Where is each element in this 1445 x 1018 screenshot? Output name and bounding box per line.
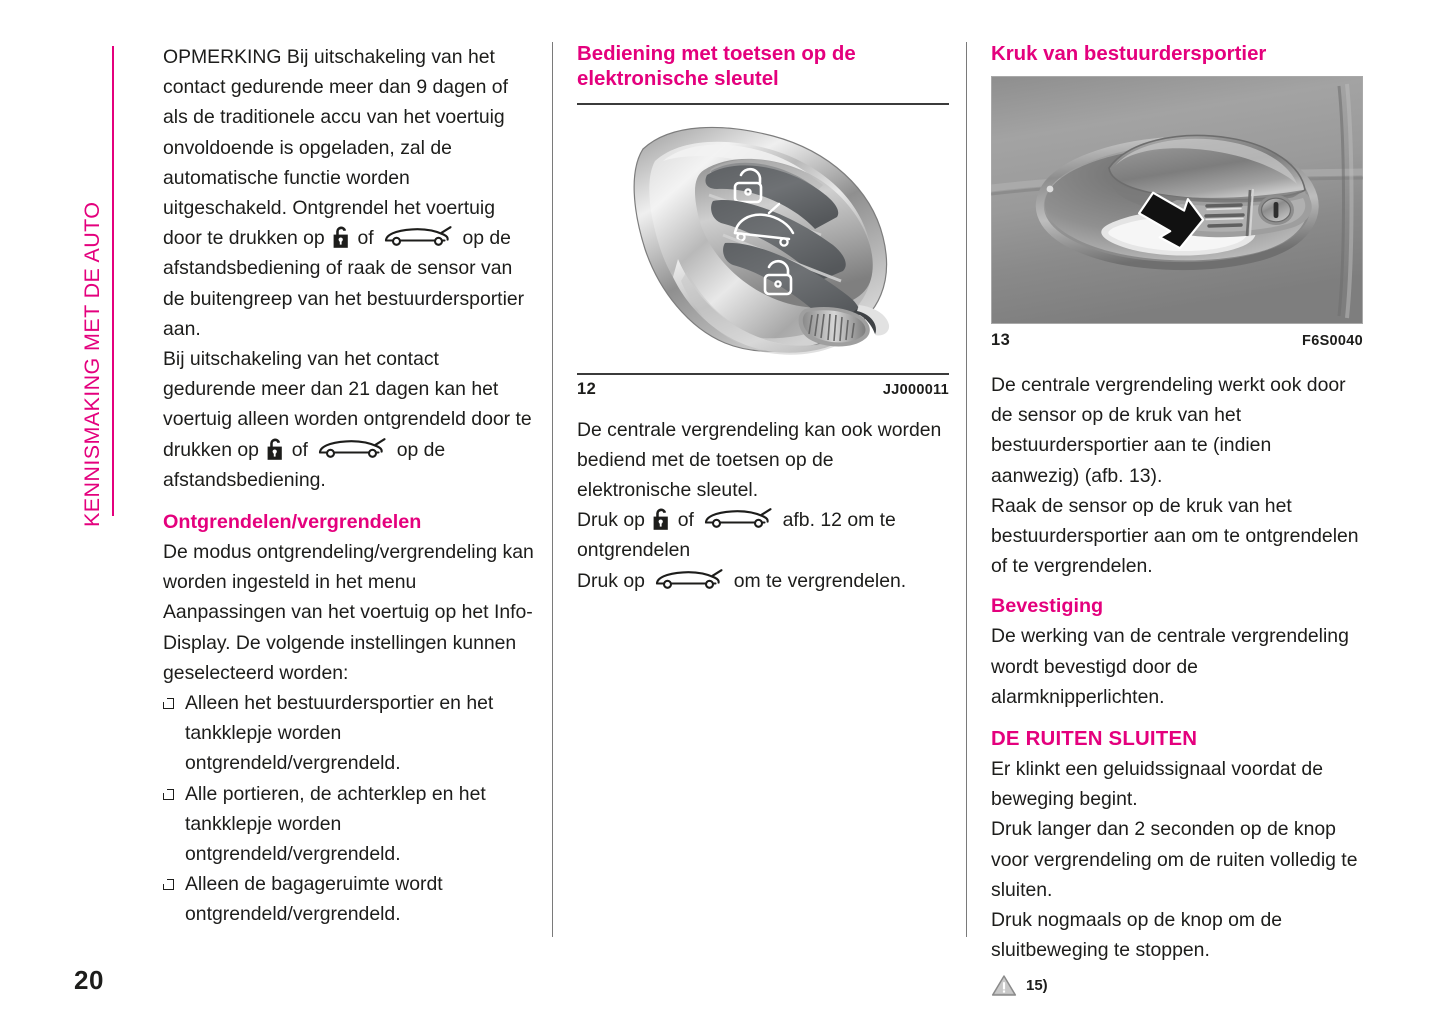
settings-list: [163, 688, 535, 930]
column-3: [991, 42, 1363, 997]
unlock-padlock-icon: [331, 224, 351, 249]
paragraph-note-text-b: op de afstandsbediening of raak de sensor van de buitengreep van het bestuurdersportier aan.: [163, 227, 525, 340]
paragraph-druk-nogmaals: Druk nogmaals op de knop om de sluitbeweging te stoppen.: [991, 909, 1283, 962]
list-item: [163, 869, 535, 929]
car-unlock-icon: [701, 505, 775, 530]
chapter-side-tab: [70, 40, 114, 527]
figure-number: 13: [991, 331, 1011, 349]
paragraph-geluidssignaal: Er klinkt een geluidssignaal voordat de beweging begint.: [991, 758, 1323, 811]
figure-code: F6S0040: [1302, 333, 1363, 349]
paragraph-druk-vergrendelen: [577, 566, 949, 596]
paragraph-note: [163, 42, 535, 344]
paragraph-21-days-of: of: [291, 438, 308, 461]
column-2: [577, 42, 949, 596]
chapter-side-tab-label: KENNISMAKING MET DE AUTO: [80, 201, 104, 527]
paragraph-21-days-text-b: op de afstandsbediening.: [163, 438, 446, 491]
figure-caption: [991, 331, 1363, 350]
column-1: [163, 42, 535, 930]
warning-reference-number: 15): [1026, 977, 1048, 995]
key-fob-illustration: [577, 105, 949, 373]
paragraph-centrale-vergrendeling: De centrale vergrendeling kan ook worden bediend met de toetsen op de elektronische sleutel.: [577, 418, 942, 501]
warning-reference: [991, 974, 1363, 997]
paragraph-21-days-text-a: Bij uitschakeling van het contact gedurende meer dan 21 dagen kan het voertuig alleen worden ontgrendeld door te drukken op: [163, 348, 532, 461]
paragraph-21-days: [163, 344, 535, 495]
column-divider-1: [552, 42, 553, 937]
heading-ontgrendelen-vergrendelen: Ontgrendelen/vergrendelen: [163, 511, 422, 534]
paragraph-sensor-kruk: De centrale vergrendeling werkt ook door de sensor op de kruk van het bestuurdersportier aan te (indien aanwezig) (afb. 13).: [991, 374, 1346, 487]
figure-caption-rule: [577, 373, 949, 375]
paragraph-druk-ontgrendelen: [577, 505, 949, 565]
figure-code: JJ000011: [882, 381, 949, 398]
list-item: [163, 688, 535, 779]
paragraph-druk-vergrendelen-text-a: Druk op: [577, 569, 645, 592]
column-divider-2: [966, 42, 967, 937]
unlock-padlock-icon: [265, 436, 285, 461]
paragraph-modus: De modus ontgrendeling/vergrendeling kan worden ingesteld in het menu Aanpassingen van het voertuig op het Info-Display. De volgende instellingen kunnen geselecteerd worden:: [163, 541, 534, 684]
unlock-padlock-icon: [651, 506, 671, 531]
list-item-label: Alleen het bestuurdersportier en het tankklepje worden ontgrendeld/vergrendeld.: [185, 692, 494, 775]
heading-de-ruiten-sluiten: DE RUITEN SLUITEN: [991, 728, 1198, 751]
figure-caption: [577, 380, 949, 399]
square-bullet-icon: [163, 879, 174, 890]
figure-number: 12: [577, 379, 597, 398]
door-handle-photo: [991, 76, 1363, 324]
square-bullet-icon: [163, 789, 174, 800]
heading-bevestiging: Bevestiging: [991, 595, 1104, 618]
warning-triangle-icon: [991, 974, 1017, 997]
paragraph-druk-2-seconden: Druk langer dan 2 seconden op de knop voor vergrendeling om de ruiten volledig te sluiten.: [991, 818, 1358, 901]
paragraph-druk-ontgrendelen-text-b: afb. 12 om te ontgrendelen: [577, 509, 896, 562]
heading-bediening-met-toetsen: Bediening met toetsen op de elektronische sleutel: [577, 43, 856, 90]
heading-kruk-van-bestuurdersportier: Kruk van bestuurdersportier: [991, 43, 1267, 65]
chapter-side-tab-rule: [112, 46, 114, 516]
paragraph-note-text-a: OPMERKING Bij uitschakeling van het contact gedurende meer dan 9 dagen of als de traditionele accu van het voertuig onvoldoende is opgeladen, zal de automatische functie worden uitgeschakeld. Ontgrendel het voertuig door te drukken op: [163, 46, 508, 250]
car-unlock-icon: [381, 223, 455, 248]
figure-electronic-key: [577, 105, 949, 399]
paragraph-druk-ontgrendelen-text-a: Druk op: [577, 509, 645, 532]
figure-door-handle: [991, 76, 1363, 350]
car-lock-icon: [652, 566, 726, 591]
paragraph-raak-sensor: Raak de sensor op de kruk van het bestuurdersportier aan om te ontgrendelen of te vergrendelen.: [991, 494, 1359, 578]
page-number: 20: [74, 965, 104, 995]
paragraph-note-of-1: of: [357, 227, 374, 250]
list-item-label: Alleen de bagageruimte wordt ontgrendeld/vergrendeld.: [185, 873, 443, 926]
square-bullet-icon: [163, 698, 174, 709]
list-item: [163, 779, 535, 870]
list-item-label: Alle portieren, de achterklep en het tankklepje worden ontgrendeld/vergrendeld.: [185, 782, 486, 866]
paragraph-bevestiging: De werking van de centrale vergrendeling wordt bevestigd door de alarmknipperlichten.: [991, 625, 1349, 708]
paragraph-druk-ontgrendelen-of: of: [677, 509, 694, 532]
paragraph-druk-vergrendelen-text-b: om te vergrendelen.: [733, 569, 907, 592]
car-unlock-icon: [315, 435, 389, 460]
